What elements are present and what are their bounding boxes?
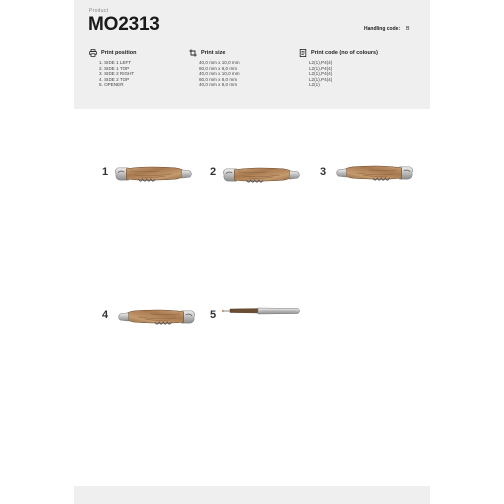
image-number-1: 1 — [102, 166, 109, 178]
corkscrew-image-side2-top — [114, 306, 196, 330]
handling-code-label: Handling code: — [364, 26, 401, 32]
product-label: Product — [89, 8, 109, 14]
image-number-4: 4 — [102, 309, 109, 321]
handling-code-value: B — [406, 26, 410, 32]
print-position-list — [99, 60, 136, 88]
list-item: L2(1),P4(4) — [309, 65, 333, 71]
image-number-5: 5 — [210, 309, 217, 321]
list-item: 3. SIDE 2 RIGHT — [99, 71, 135, 77]
list-item: 4. SIDE 2 TOP — [99, 76, 130, 82]
corkscrew-image-opener — [220, 305, 302, 317]
list-item: 1. SIDE 1 LEFT — [99, 60, 132, 65]
list-item: 60,0 mm x 6,0 mm — [199, 65, 238, 71]
image-number-2: 2 — [210, 166, 217, 178]
print-size-title: Print size — [201, 50, 226, 56]
list-item: L2(1),P4(4) — [309, 76, 333, 82]
list-item: 60,0 mm x 6,0 mm — [199, 76, 238, 82]
footer-panel — [74, 486, 430, 504]
list-item: L2(1),P4(4) — [309, 60, 333, 65]
list-item: L2(1) — [309, 82, 320, 88]
print-position-column — [89, 48, 136, 88]
list-item: 40,0 mm x 10,0 mm — [199, 60, 240, 65]
list-item: L2(1),P4(4) — [309, 71, 333, 77]
corkscrew-image-side1-left — [114, 163, 196, 187]
print-code-column — [299, 48, 378, 88]
list-item: 2. SIDE 1 TOP — [99, 65, 130, 71]
document-icon — [299, 49, 307, 57]
list-item: 40,0 mm x 6,0 mm — [199, 82, 238, 88]
handling-code — [364, 26, 409, 32]
list-item: 40,0 mm x 10,0 mm — [199, 71, 240, 77]
product-code: MO2313 — [88, 14, 160, 35]
list-item: 5. OPENER — [99, 82, 124, 88]
print-code-list — [309, 60, 378, 88]
corkscrew-image-side2-right — [332, 162, 414, 186]
image-number-3: 3 — [320, 166, 327, 178]
corkscrew-image-side1-top — [222, 164, 304, 188]
print-size-list — [199, 60, 240, 88]
printer-icon — [89, 49, 97, 57]
print-size-column — [189, 48, 240, 88]
print-code-title: Print code (no of colours) — [311, 50, 378, 56]
print-position-title: Print position — [101, 50, 137, 56]
crop-icon — [189, 49, 197, 57]
